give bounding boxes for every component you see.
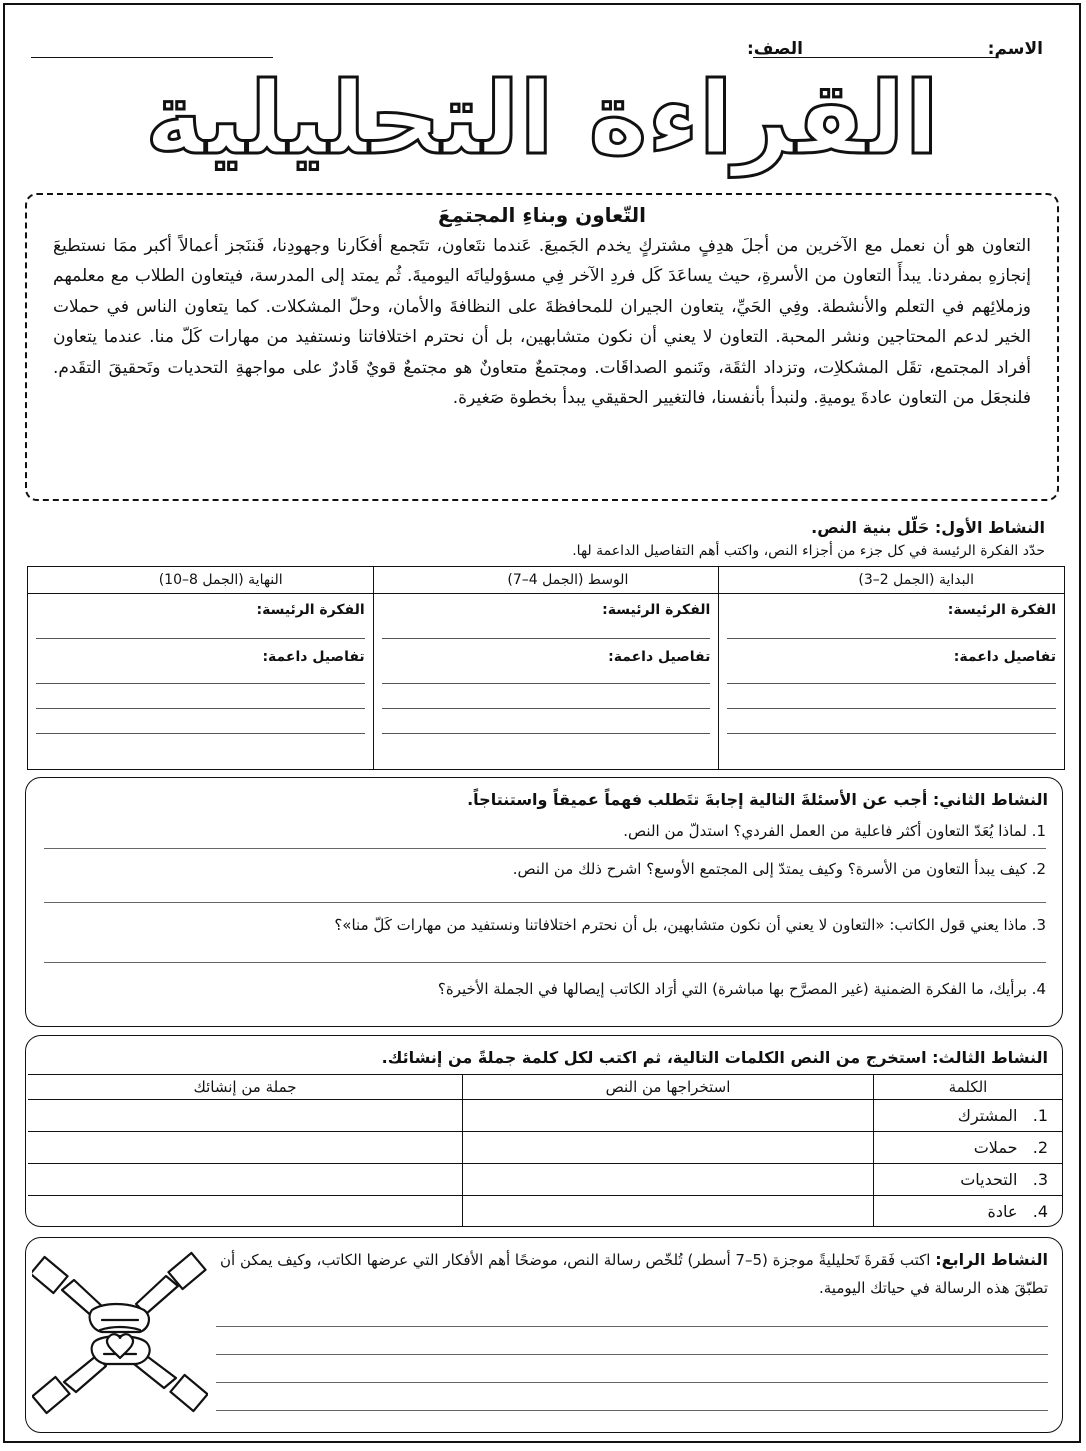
activity2-title: النشاط الثاني: أجب عن الأسئلةَ التالية إجابةَ تتَطلب فهماً عميقاً واستنتاجاً. [467,790,1048,809]
main-idea-label: الفكرة الرئيسة: [256,602,365,618]
answer-line[interactable] [382,683,711,684]
question-1: 1. لماذا يُعَدّ التعاون أكثر فاعلية من العمل الفردي؟ استدلّ من النص. [623,822,1046,840]
structure-table [27,566,1065,770]
table-row [28,1196,1062,1228]
answer-line[interactable] [216,1382,1048,1383]
answer-line[interactable] [36,733,365,734]
extract-cell[interactable] [463,1196,874,1228]
header-extract: استخراجها من النص [463,1075,874,1100]
structure-cell [28,594,374,770]
answer-line[interactable] [44,902,1046,903]
teamwork-hands-icon [32,1246,208,1424]
table-row [28,1100,1062,1132]
answer-line[interactable] [382,733,711,734]
question-2: 2. كيف يبدأ التعاون من الأسرة؟ وكيف يمتدّ إلى المجتمع الأوسع؟ اشرح ذلك من النص. [512,860,1046,878]
answer-line[interactable] [727,733,1056,734]
word-cell [874,1100,1063,1132]
answer-line[interactable] [36,708,365,709]
class-label: الصف: [747,39,804,59]
answer-line[interactable] [382,638,711,639]
header-word: الكلمة [874,1075,1063,1100]
activity4-label: النشاط الرابع: [935,1250,1048,1269]
word-cell [874,1196,1063,1228]
passage-title: التّعاون وبناءِ المجتمِعَ [437,203,647,227]
word: المشترك [957,1106,1018,1125]
table-row [28,1132,1062,1164]
answer-line[interactable] [44,962,1046,963]
row-number: 3. [1032,1170,1048,1189]
sentence-cell[interactable] [28,1196,463,1228]
question-4: 4. برأيك، ما الفكرة الضمنية (غير المصرَّح بها مباشرة) التي أرَاد الكاتب إيصالها في الجملة الأخيرة؟ [437,980,1046,998]
worksheet-page [3,3,1081,1443]
structure-cell [373,594,719,770]
word: عادة [987,1202,1018,1221]
details-label: تفاصيل داعمة: [953,649,1056,665]
activity3-title: النشاط الثالث: استخرج من النص الكلمات التالية، ثم اكتب لكل كلمة جملةً من إنشائك. [381,1048,1048,1067]
word-cell [874,1132,1063,1164]
column-beginning: البداية (الجمل 2–3) [719,567,1065,594]
answer-line[interactable] [382,708,711,709]
activity4-text: اكتب فَقرةَ تَحليليةً موجزة (5–7 أسطر) تُلخّص رسالة النص، موضحًا أهم الأفكار التي عرضها الكاتب، وكيف يمكن أن تطبّقَ هذه الرسالة في حياتك اليومية. [220,1251,1048,1297]
extract-cell[interactable] [463,1132,874,1164]
row-number: 1. [1032,1106,1048,1125]
answer-line[interactable] [216,1410,1048,1411]
row-number: 4. [1032,1202,1048,1221]
word-cell [874,1164,1063,1196]
extract-cell[interactable] [463,1100,874,1132]
answer-line[interactable] [44,848,1046,849]
page-title: القراءة التحليلية [145,60,939,177]
table-row [28,1164,1062,1196]
reading-passage [25,193,1059,501]
sentence-cell[interactable] [28,1100,463,1132]
details-label: تفاصيل داعمة: [608,649,711,665]
name-label: الاسم: [987,39,1043,59]
question-3: 3. ماذا يعني قول الكاتب: «التعاون لا يعني أن نكون متشابهين، بل أن نحترم اختلافاتنا ونستفيد من مهارات كَلّ منا»؟ [334,916,1046,934]
column-end: النهاية (الجمل 8–10) [28,567,374,594]
sentence-cell[interactable] [28,1132,463,1164]
answer-line[interactable] [727,708,1056,709]
activity1-instruction: حدّد الفكرة الرئيسة في كل جزء من أجزاء النص، واكتب أهم التفاصيل الداعمة لها. [572,543,1045,559]
answer-line[interactable] [727,683,1056,684]
word: حملات [973,1138,1018,1157]
answer-line[interactable] [36,683,365,684]
extract-cell[interactable] [463,1164,874,1196]
answer-line[interactable] [216,1326,1048,1327]
activity2-box [25,777,1063,1027]
activity1-title: النشاط الأول: حَلّل بنية النص. [811,518,1045,537]
main-idea-label: الفكرة الرئيسة: [947,602,1056,618]
passage-text: التعاون هو أن نعمل مع الآخرين من أجلَ هدِفٍ مشتركٍ يخدم الجَميعَ. عَندما نتَعاون، تتَجمع أفكَارنا وجهودِنا، فَننَجز أعمالاً أكبر ممَا نستطيعَ إنجازهِ بمفردنا. يبدأَ التعاون من الأسرةِ، حيث يساعَدَ كَل فردِ الآخر فِي مسؤولياتَه اليوميةَ. ثُم يمتد إلى المدرسة، فيتعاون الطلاب مع معلمهم وزملائِهم في التعلم والأنشطة. وفِي الحَيِّ، يتعاون الجيران للمحافظةَ على النظافةَ والأمان، وحلّ المشكلات. كما يتعاون الناس في حملات الخير لدعم المحتاجين ونشر المحبة. التعاون لا يعني أن نكون متشابهين، بل أن نحترم اختلافاتنا ونستفيد من مهارات كَلّ منا. عندما يتعاون أفراد المجتمع، تقَل المشكلاِت، وتزداد الثقَة، وتَنمو الصداقَات. ومجتمعٌ متعاونٌ هو مجتمعٌ قويٌ قَادرٌ على مواجهةِ التحديات وتَحقيقَ التقَدم. فلنجعَل من التعاون عادةَ يوميةِ. ولنبدأ بأنفسنا، فالتغيير الحقيقي يبدأ بخطوة صَغيرة. [53,236,1031,409]
row-number: 2. [1032,1138,1048,1157]
structure-cell [719,594,1065,770]
class-field[interactable] [31,57,273,58]
answer-line[interactable] [36,638,365,639]
activity4-prompt [218,1246,1048,1302]
details-label: تفاصيل داعمة: [262,649,365,665]
header-sentence: جملة من إنشائك [28,1075,463,1100]
sentence-cell[interactable] [28,1164,463,1196]
main-idea-label: الفكرة الرئيسة: [602,602,711,618]
vocabulary-table [28,1074,1062,1227]
answer-line[interactable] [216,1354,1048,1355]
word: التحديات [960,1170,1018,1189]
activity4-box [25,1237,1063,1433]
answer-line[interactable] [727,638,1056,639]
column-middle: الوسط (الجمل 4–7) [373,567,719,594]
